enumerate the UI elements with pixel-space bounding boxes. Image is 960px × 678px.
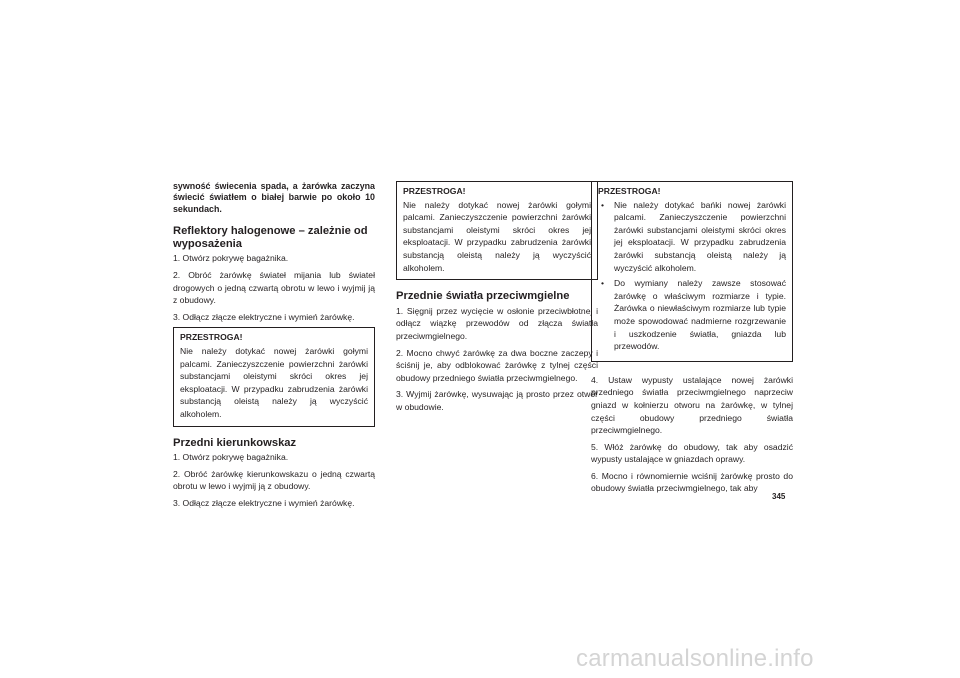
warning-list [598, 199, 786, 353]
warning-box [396, 181, 598, 280]
warning-bullet-text: Nie należy dotykać bańki nowej żarówki palcami. Zanieczyszczenie powierzchni żarówki substancjami oleistymi skróci okres jej eksploatacji. W przypadku zabrudzenia żarówki substancją oleistą należy ją wyczyścić alkoholem. [614, 199, 786, 273]
bullet-icon: • [601, 278, 605, 289]
intro-text: sywność świecenia spada, a żarówka zaczyna świecić światłem o białej barwie po około 10 sekundach. [173, 181, 375, 214]
column-middle [396, 181, 598, 418]
step: 3. Odłącz złącze elektryczne i wymień żarówkę. [173, 311, 355, 322]
watermark: carmanualsonline.info [576, 645, 814, 672]
page-number: 345 [772, 492, 786, 501]
warning-bullet [598, 199, 786, 275]
warning-bullet [598, 277, 786, 353]
step: 2. Obróć żarówkę kierunkowskazu o jedną czwartą obrotu w lewo i wyjmij ją z obudowy. [173, 468, 375, 492]
warning-title: PRZESTROGA! [180, 332, 243, 343]
bullet-icon: • [601, 199, 605, 210]
section-heading-fog-lights: Przednie światła przeciwmgielne [396, 290, 570, 303]
step: 1. Sięgnij przez wycięcie w osłonie przeciwbłotnej i odłącz wiązkę przewodów od złącza światła przeciwmgielnego. [396, 305, 598, 341]
warning-text: Nie należy dotykać nowej żarówki gołymi palcami. Zanieczyszczenie powierzchni żarówki substancjami oleistymi skróci okres jej eksploatacji. W przypadku zabrudzenia żarówki substancją oleistą należy ją wyczyścić alkoholem. [403, 199, 591, 273]
warning-box [591, 181, 793, 362]
section-heading-halogen: Reflektory halogenowe – zależnie od wyposażenia [173, 225, 368, 250]
step: 2. Obróć żarówkę świateł mijania lub świateł drogowych o jedną czwartą obrotu w lewo i wyjmij ją z obudowy. [173, 270, 375, 306]
warning-title: PRZESTROGA! [403, 186, 466, 196]
step: 5. Włóż żarówkę do obudowy, tak aby osadzić wypusty ustalające w gniazdach oprawy. [591, 441, 793, 465]
column-left [173, 181, 375, 514]
step: 6. Mocno i równomiernie wciśnij żarówkę prosto do obudowy światła przeciwmgielnego, tak aby [591, 470, 793, 494]
column-right [591, 181, 793, 499]
step: 1. Otwórz pokrywę bagażnika. [173, 452, 289, 463]
warning-box [173, 327, 375, 426]
warning-bullet-text: Do wymiany należy zawsze stosować żarówkę o właściwym rozmiarze i typie. Żarówka o niewłaściwym rozmiarze lub typie może spowodować nadmierne rozgrzewanie i uszkodzenie światła, gniazda lub przewodów. [614, 278, 786, 352]
step: 3. Wyjmij żarówkę, wysuwając ją prosto przez otwór w obudowie. [396, 389, 598, 412]
step: 4. Ustaw wypusty ustalające nowej żarówki przedniego światła przeciwmgielnego naprzeciw gniazd w kołnierzu otworu na żarówkę, w tylnej części obudowy przedniego światła przeciwmgielnego. [591, 374, 793, 436]
step: 1. Otwórz pokrywę bagażnika. [173, 253, 289, 264]
step: 3. Odłącz złącze elektryczne i wymień żarówkę. [173, 497, 355, 508]
section-heading-turn-signal: Przedni kierunkowskaz [173, 436, 297, 449]
warning-text: Nie należy dotykać nowej żarówki gołymi palcami. Zanieczyszczenie powierzchni żarówki substancjami oleistymi skróci okres jej eksploatacji. W przypadku zabrudzenia żarówki substancją oleistą należy ją wyczyścić alkoholem. [180, 345, 368, 419]
step: 2. Mocno chwyć żarówkę za dwa boczne zaczepy i ściśnij je, aby odblokować żarówkę z tylnej części obudowy przedniego światła przeciwmgielnego. [396, 347, 598, 383]
warning-title: PRZESTROGA! [598, 186, 661, 196]
